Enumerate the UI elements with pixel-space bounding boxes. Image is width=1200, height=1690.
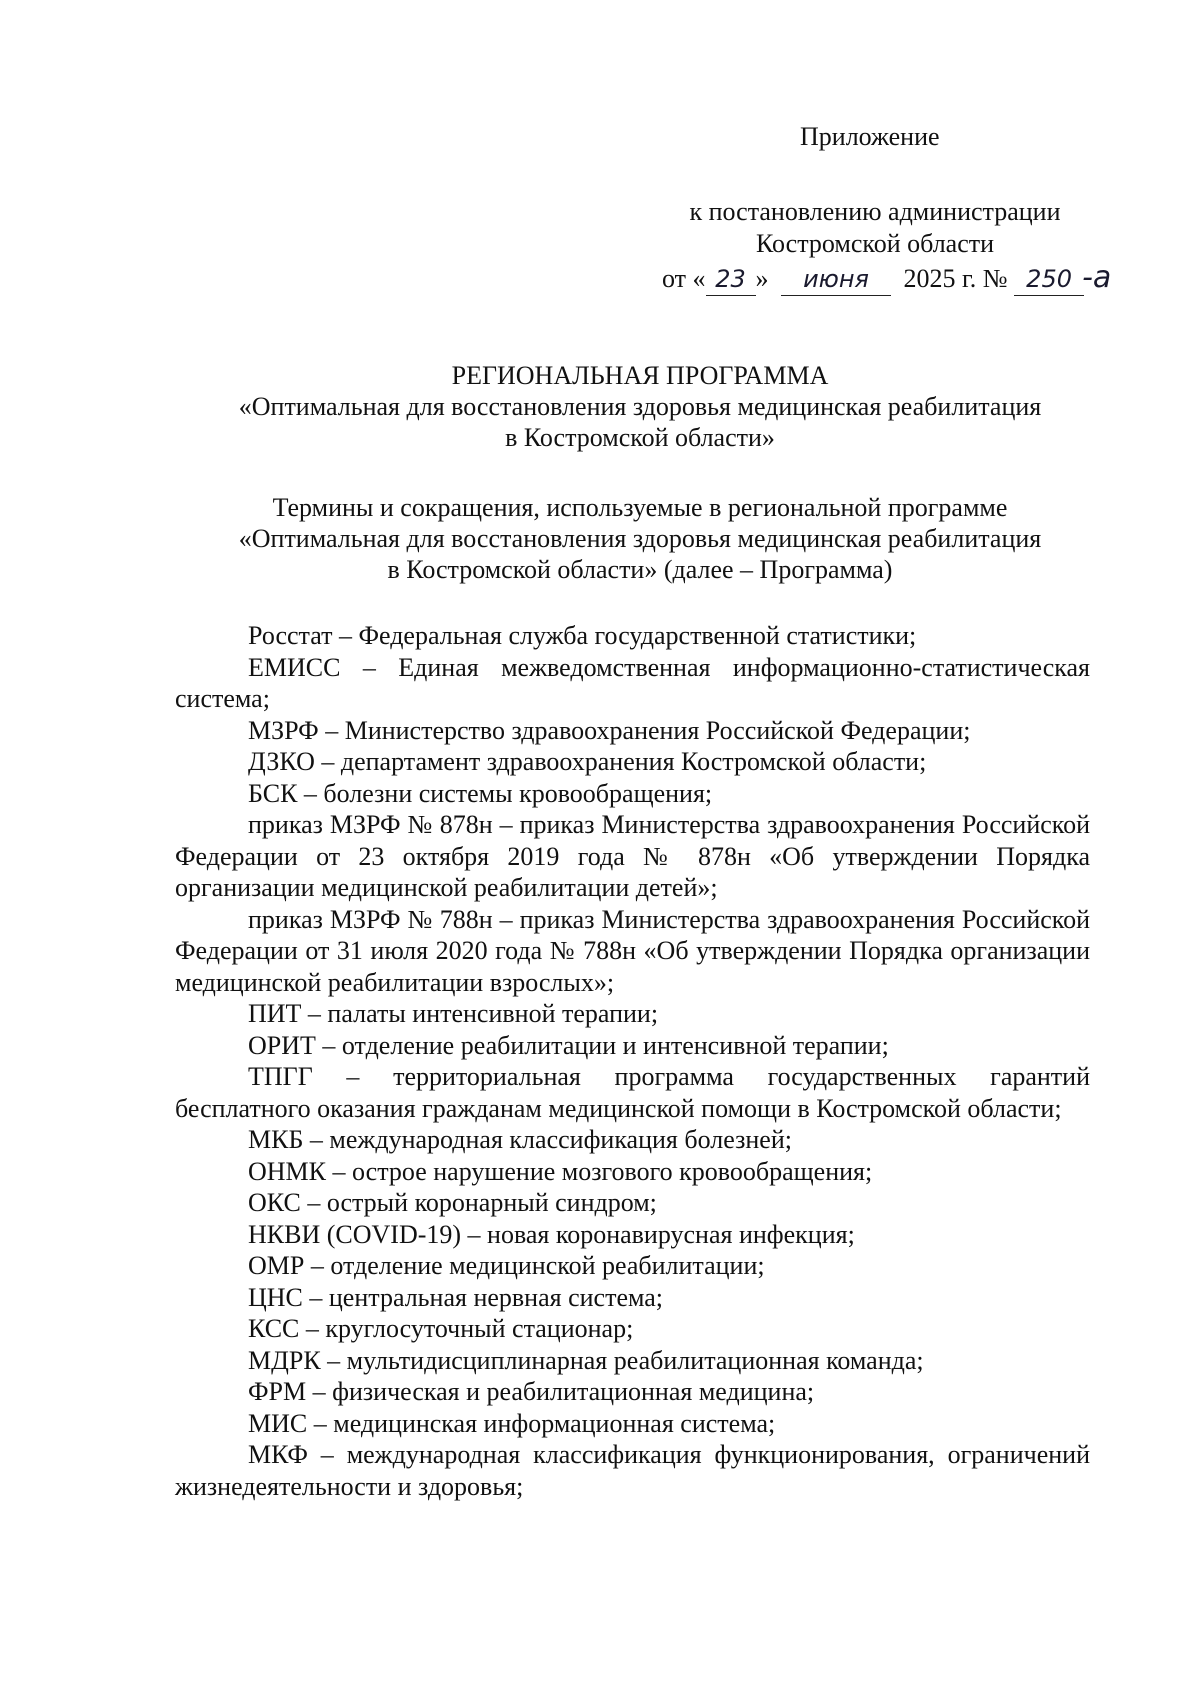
term-tpgg: ТПГГ – территориальная программа государственных гарантий бесплатного оказания гражданам медицинской помощи в Костромской области; (175, 1062, 1090, 1123)
term-cns: ЦНС – центральная нервная система; (248, 1282, 664, 1312)
terms-title-line-1: Термины и сокращения, используемые в региональной программе (272, 493, 1008, 522)
program-title (120, 360, 1160, 453)
term-dzko: ДЗКО – департамент здравоохранения Костромской области; (248, 747, 927, 776)
date-day-handwritten: 23 (715, 265, 746, 293)
resolution-number-field (1014, 263, 1084, 296)
date-day-field (706, 263, 756, 296)
terms-title-line-3: в Костромской области» (далее – Программа) (387, 555, 893, 584)
term-onmk: ОНМК – острое нарушение мозгового кровообращения; (248, 1156, 873, 1186)
program-title-line-2: «Оптимальная для восстановления здоровья медицинская реабилитация (238, 392, 1042, 421)
term-frm: ФРМ – физическая и реабилитационная медицина; (248, 1377, 815, 1406)
appendix-label: Приложение (800, 122, 940, 151)
term-order-878n: приказ МЗРФ № 878н – приказ Министерства здравоохранения Российской Федерации от 23 октября 2019 года № 878н «Об утверждении Порядка организации медицинской реабилитации детей»; (175, 810, 1090, 902)
term-kss: КСС – круглосуточный стационар; (248, 1314, 634, 1343)
term-rosstat: Росстат – Федеральная служба государственной статистики; (248, 621, 917, 650)
date-year-text: 2025 г. № (903, 264, 1008, 293)
resolution-line-2: Костромской области (755, 229, 995, 258)
date-month-field (781, 263, 891, 296)
resolution-reference (655, 196, 1095, 260)
program-title-line-3: в Костромской области» (505, 423, 775, 452)
resolution-number-handwritten: 250 (1026, 265, 1072, 293)
term-orit: ОРИТ – отделение реабилитации и интенсивной терапии; (248, 1030, 889, 1060)
term-mkf: МКФ – международная классификация функционирования, ограничений жизнедеятельности и здоровья; (175, 1440, 1090, 1501)
term-oks: ОКС – острый коронарный синдром; (248, 1188, 657, 1217)
resolution-date-line (662, 262, 1111, 296)
terms-section-title (120, 492, 1160, 585)
term-order-788n: приказ МЗРФ № 788н – приказ Министерства здравоохранения Российской Федерации от 31 июля 2020 года № 788н «Об утверждении Порядка организации медицинской реабилитации взрослых»; (175, 904, 1090, 997)
program-title-line-1: РЕГИОНАЛЬНАЯ ПРОГРАММА (451, 361, 829, 390)
term-nkvi: НКВИ (COVID-19) – новая коронавирусная инфекция; (248, 1219, 855, 1249)
term-mzrf: МЗРФ – Министерство здравоохранения Российской Федерации; (248, 715, 971, 745)
date-month-handwritten: июня (803, 265, 869, 293)
date-mid: » (755, 264, 769, 293)
terms-title-line-2: «Оптимальная для восстановления здоровья медицинская реабилитация (238, 524, 1042, 553)
terms-list (175, 620, 1090, 1502)
term-omr: ОМР – отделение медицинской реабилитации; (248, 1251, 765, 1280)
term-pit: ПИТ – палаты интенсивной терапии; (248, 999, 659, 1028)
resolution-number-suffix: -а (1082, 260, 1112, 295)
term-mdrk: МДРК – мультидисциплинарная реабилитационная команда; (248, 1345, 924, 1375)
term-mkb: МКБ – международная классификация болезней; (248, 1125, 792, 1154)
term-bsk: БСК – болезни системы кровообращения; (248, 778, 713, 808)
term-emiss: ЕМИСС – Единая межведомственная информационно-статистическая система; (175, 652, 1090, 713)
date-prefix: от « (662, 264, 706, 293)
term-mis: МИС – медицинская информационная система; (248, 1408, 776, 1438)
resolution-line-1: к постановлению администрации (689, 197, 1061, 226)
